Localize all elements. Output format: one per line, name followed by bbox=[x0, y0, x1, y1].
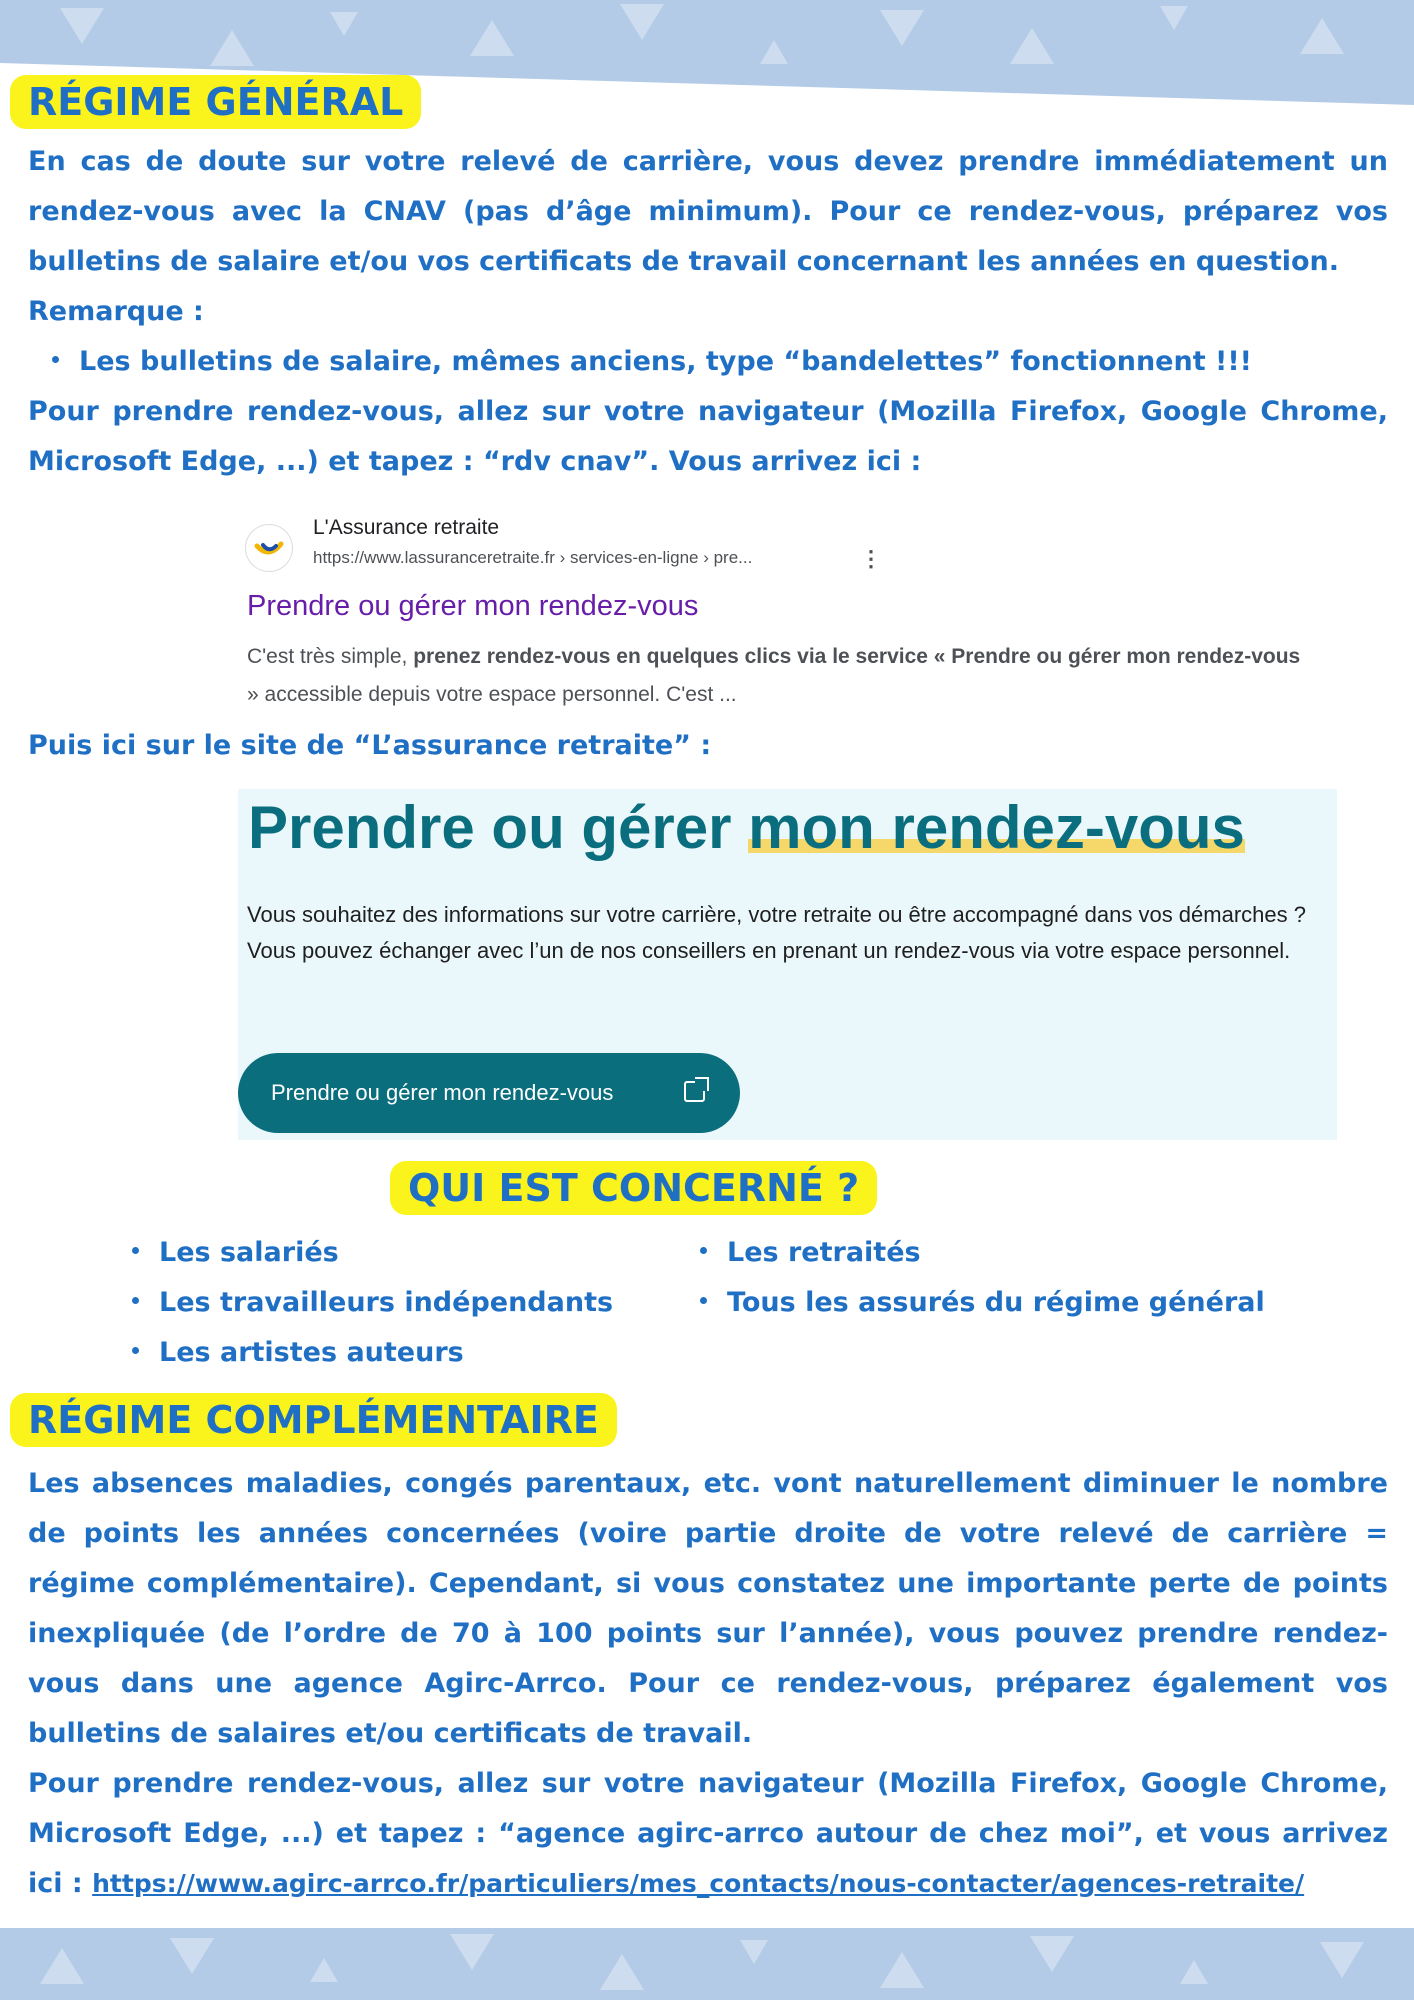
concerned-item-text: Tous les assurés du régime général bbox=[727, 1287, 1265, 1318]
triangle-decor bbox=[60, 8, 104, 44]
triangle-decor bbox=[170, 1938, 214, 1974]
triangle-decor bbox=[40, 1948, 84, 1984]
regime-general-intro: En cas de doute sur votre relevé de carrière, vous devez prendre immédiatement un rendez-vous avec la CNAV (pas d’âge minimum). Pour ce rendez-vous, préparez vos bulletins de salaire et/ou vos certificats de travail concernant les années en question. bbox=[28, 146, 1388, 277]
triangle-decor bbox=[740, 1940, 768, 1964]
triangle-decor bbox=[1010, 28, 1054, 64]
card-title-part1: Prendre ou gérer bbox=[248, 794, 749, 861]
concerned-item-text: Les artistes auteurs bbox=[159, 1337, 464, 1368]
triangle-decor bbox=[470, 20, 514, 56]
bullet-icon bbox=[132, 1347, 139, 1354]
regime-general-heading: RÉGIME GÉNÉRAL bbox=[10, 75, 421, 129]
card-title bbox=[248, 793, 1245, 862]
bullet-icon bbox=[700, 1247, 707, 1254]
remark-bullet-text: Les bulletins de salaire, mêmes anciens, type “bandelettes” fonctionnent !!! bbox=[79, 346, 1252, 377]
triangle-decor bbox=[1160, 6, 1188, 30]
triangle-decor bbox=[1030, 1936, 1074, 1972]
triangle-decor bbox=[880, 10, 924, 46]
prendre-rdv-button-label: Prendre ou gérer mon rendez-vous bbox=[271, 1080, 614, 1105]
concerned-item bbox=[132, 1328, 464, 1378]
card-description: Vous souhaitez des informations sur votre carrière, votre retraite ou être accompagné dans vos démarches ? Vous pouvez échanger avec l’un de nos conseillers en prenant un rendez-vous via votre espace personnel. bbox=[247, 902, 1306, 963]
triangle-decor bbox=[1180, 1960, 1208, 1984]
triangle-decor bbox=[600, 1954, 644, 1990]
card-title-highlight: mon rendez-vous bbox=[748, 794, 1245, 861]
bullet-icon bbox=[132, 1297, 139, 1304]
assurance-retraite-logo-icon bbox=[245, 524, 293, 572]
regime-complementaire-paragraph: Les absences maladies, congés parentaux, etc. vont naturellement diminuer le nombre de points les années concernées (voire partie droite de votre relevé de carrière = régime complémentaire). Cependant, si vous constatez une importante perte de points inexpliquée (de l’ordre de 70 à 100 points sur l’année), vous pouvez prendre rendez-vous dans une agence Agirc-Arrco. Pour ce rendez-vous, préparez également vos bulletins de salaires et/ou certificats de travail. bbox=[28, 1468, 1388, 1749]
concerned-item bbox=[132, 1278, 613, 1328]
bullet-icon bbox=[132, 1247, 139, 1254]
concerned-item-text: Les retraités bbox=[727, 1237, 921, 1268]
triangle-decor bbox=[1300, 18, 1344, 54]
agirc-arrco-link[interactable]: https://www.agirc-arrco.fr/particuliers/mes_contacts/nous-contacter/agences-retraite/ bbox=[92, 1869, 1305, 1898]
bullet-icon bbox=[700, 1297, 707, 1304]
concerned-item bbox=[700, 1278, 1265, 1328]
external-link-icon bbox=[684, 1081, 705, 1102]
snippet-bold-text: prenez rendez-vous en quelques clics via le service « Prendre ou gérer mon rendez-vous bbox=[413, 645, 1301, 668]
triangle-decor bbox=[880, 1952, 924, 1988]
remark-bullet bbox=[52, 337, 1252, 387]
concerned-heading: QUI EST CONCERNÉ ? bbox=[390, 1161, 877, 1215]
concerned-item-text: Les salariés bbox=[159, 1237, 339, 1268]
triangle-decor bbox=[760, 40, 788, 64]
snippet-text-end: » accessible depuis votre espace personnel. C'est ... bbox=[247, 683, 737, 706]
snippet-text: C'est très simple, bbox=[247, 645, 414, 668]
triangle-decor bbox=[330, 12, 358, 36]
concerned-item-text: Les travailleurs indépendants bbox=[159, 1287, 614, 1318]
more-options-icon[interactable]: ⋮ bbox=[860, 546, 882, 571]
triangle-decor bbox=[310, 1958, 338, 1982]
rdv-site-card bbox=[238, 789, 1337, 1140]
triangle-decor bbox=[1320, 1942, 1364, 1978]
concerned-item bbox=[700, 1228, 921, 1278]
prendre-rdv-button[interactable] bbox=[238, 1053, 740, 1133]
instructions-text: Pour prendre rendez-vous, allez sur votre navigateur (Mozilla Firefox, Google Chrome, Microsoft Edge, ...) et tapez : “agence agirc-arrco autour de chez moi”, et vous arrivez ici : bbox=[28, 1768, 1388, 1899]
search-result-title[interactable]: Prendre ou gérer mon rendez-vous bbox=[247, 590, 699, 622]
concerned-item bbox=[132, 1228, 339, 1278]
regime-complementaire-heading: RÉGIME COMPLÉMENTAIRE bbox=[10, 1393, 617, 1447]
regime-general-instructions: Pour prendre rendez-vous, allez sur votre navigateur (Mozilla Firefox, Google Chrome, Microsoft Edge, ...) et tapez : “rdv cnav”. Vous arrivez ici : bbox=[28, 396, 1388, 477]
remark-label: Remarque : bbox=[28, 296, 204, 327]
regime-complementaire-instructions bbox=[28, 1759, 1388, 1909]
then-text: Puis ici sur le site de “L’assurance retraite” : bbox=[28, 730, 712, 761]
triangle-decor bbox=[210, 30, 254, 66]
search-result-site-name: L'Assurance retraite bbox=[313, 516, 500, 539]
search-result bbox=[245, 508, 1315, 708]
search-result-snippet bbox=[247, 638, 1307, 714]
triangle-decor bbox=[620, 4, 664, 40]
bottom-decor-band bbox=[0, 1928, 1414, 2000]
search-result-url[interactable]: https://www.lassuranceretraite.fr › services-en-ligne › pre... bbox=[313, 548, 753, 567]
triangle-decor bbox=[450, 1934, 494, 1970]
bullet-icon bbox=[52, 356, 59, 363]
